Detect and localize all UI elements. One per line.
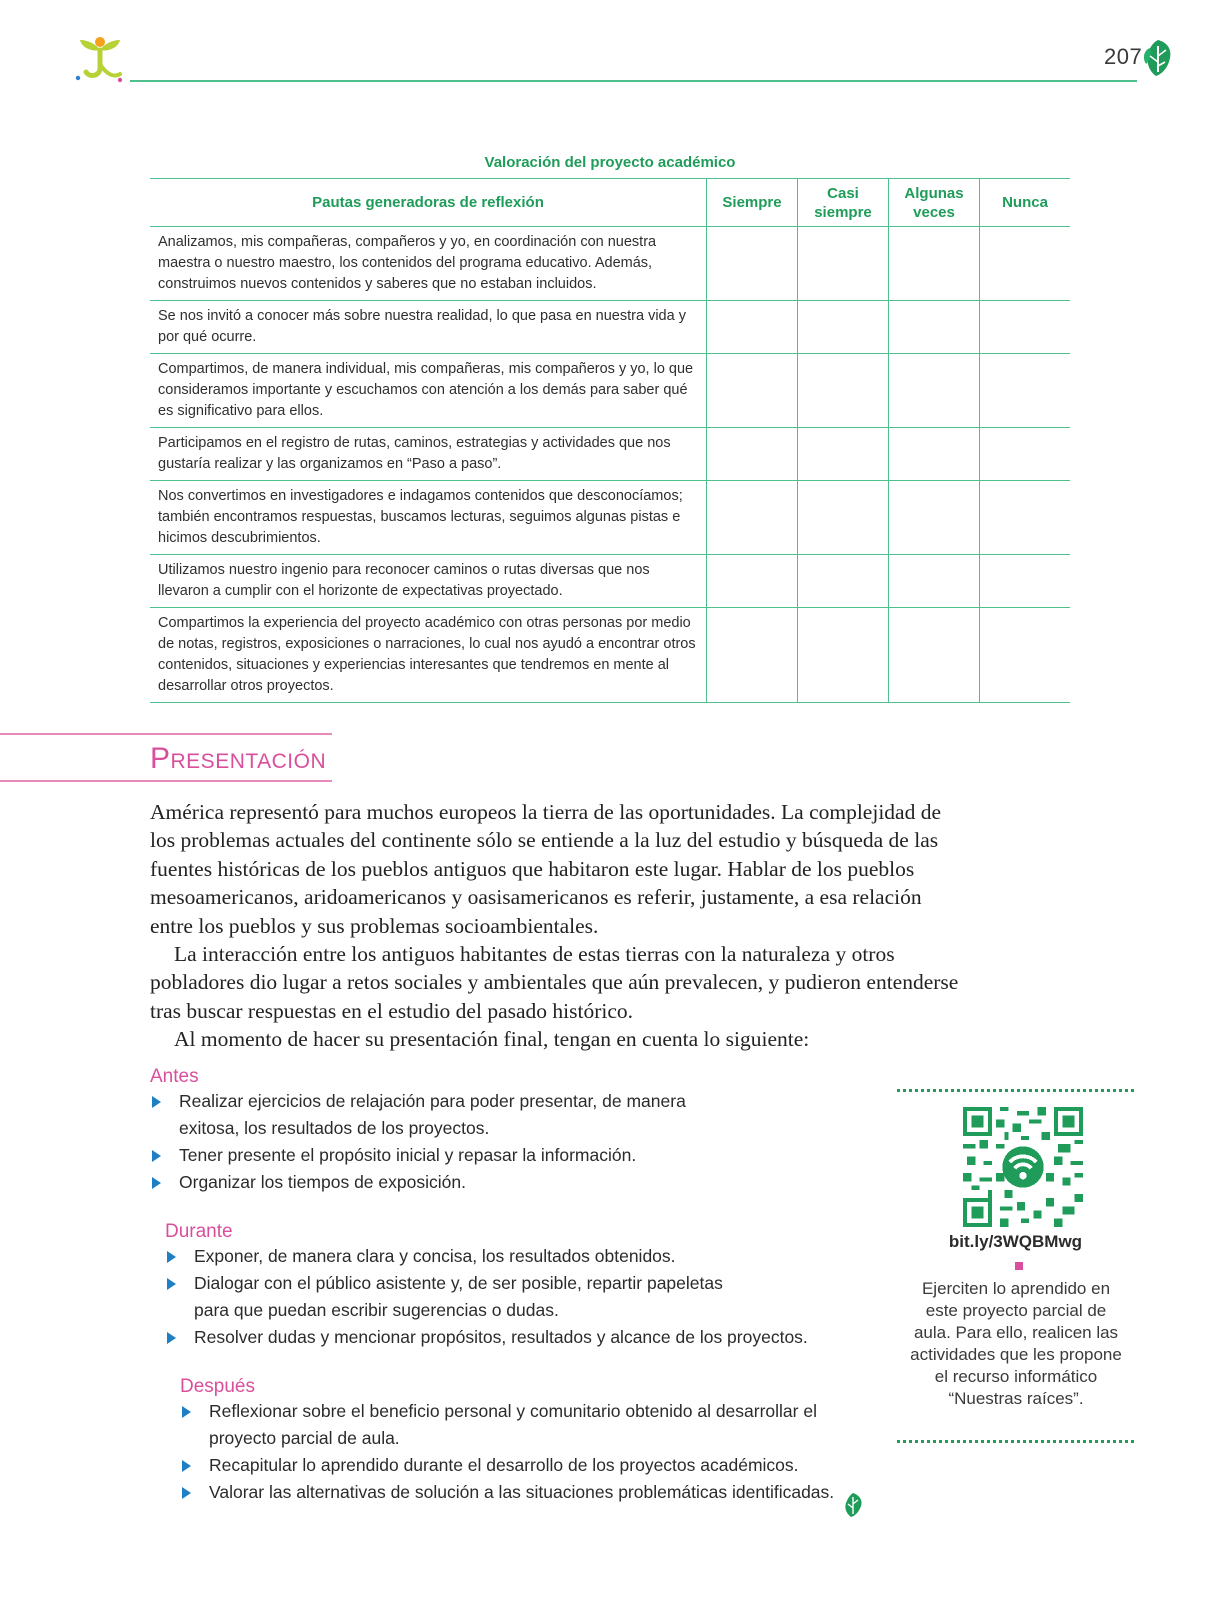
rating-cell-nunca[interactable] — [980, 301, 1071, 354]
table-row — [150, 555, 1070, 608]
body-paragraph: Al momento de hacer su presentación final, tengan en cuenta lo siguiente: — [174, 1027, 810, 1052]
reflection-statement: Participamos en el registro de rutas, caminos, estrategias y actividades que nos gustaría realizar y las organizamos en “Paso a paso”. — [150, 428, 707, 481]
list-item: Resolver dudas y mencionar propósitos, resultados y alcance de los proyectos. — [165, 1324, 835, 1351]
table-row — [150, 301, 1070, 354]
body-paragraph: América representó para muchos europeos la tierra de las oportunidades. La complejidad de los problemas actuales del continente sólo se entiende a la luz del estudio y búsqueda de las fuentes históricas de los pueblos antiguos que habitaron este lugar. Hablar de los pueblos mesoamericanos, aridoamericanos y oasisamericanos es referir, justamente, a esa relación entre los pueblos y sus problemas socioambientales. — [150, 800, 942, 938]
rating-cell-casi-siempre[interactable] — [798, 555, 889, 608]
qr-code-icon[interactable] — [963, 1107, 1083, 1227]
triangle-bullet-icon — [152, 1177, 161, 1189]
list-durante — [165, 1243, 835, 1351]
rating-cell-nunca[interactable] — [980, 555, 1071, 608]
qr-link[interactable]: bit.ly/3WQBMwg — [948, 1232, 1083, 1251]
leaf-cluster-icon — [1140, 38, 1176, 78]
list-item: Organizar los tiempos de exposición. — [150, 1169, 710, 1196]
list-item: Exponer, de manera clara y concisa, los resultados obtenidos. — [165, 1243, 835, 1270]
leaf-end-icon — [841, 1492, 865, 1518]
header-rule — [130, 80, 1137, 82]
column-header-pautas: Pautas generadoras de reflexión — [150, 179, 707, 227]
section-title-antes: Antes — [150, 1066, 199, 1087]
rating-cell-siempre[interactable] — [707, 301, 798, 354]
qr-caption: Ejerciten lo aprendido en este proyecto parcial de aula. Para ello, realicen las actividades que les propone el recurso informático “Nuestras raíces”. — [910, 1279, 1122, 1408]
table-row — [150, 608, 1070, 703]
section-despues — [180, 1376, 850, 1506]
table-row — [150, 227, 1070, 301]
rating-cell-siempre[interactable] — [707, 227, 798, 301]
triangle-bullet-icon — [182, 1460, 191, 1472]
rating-cell-algunas-veces[interactable] — [889, 608, 980, 703]
list-item: Tener presente el propósito inicial y repasar la información. — [150, 1142, 710, 1169]
table-header-row — [150, 179, 1070, 227]
heading-rule-bottom — [0, 780, 332, 782]
sprout-figure-icon — [72, 34, 128, 86]
presentation-body — [150, 798, 960, 1054]
reflection-statement: Nos convertimos en investigadores e indagamos contenidos que desconocíamos; también encontramos respuestas, buscamos lecturas, seguimos algunas pistas e hicimos descubrimientos. — [150, 481, 707, 555]
table-row — [150, 428, 1070, 481]
heading-rule-top — [0, 733, 332, 735]
column-header-nunca: Nunca — [980, 179, 1071, 227]
rating-cell-algunas-veces[interactable] — [889, 555, 980, 608]
list-item: Reflexionar sobre el beneficio personal y comunitario obtenido al desarrollar el proyecto parcial de aula. — [180, 1398, 849, 1452]
body-paragraph: La interacción entre los antiguos habitantes de estas tierras con la naturaleza y otros pobladores dio lugar a retos sociales y ambientales que aún prevalecen, y pudieron entenderse tras buscar respuestas en el estudio del pasado histórico. — [150, 942, 959, 1023]
rating-cell-siempre[interactable] — [707, 428, 798, 481]
reflection-statement: Compartimos, de manera individual, mis compañeras, mis compañeros y yo, lo que consideramos importante y escuchamos con atención a los demás para saber qué es significativo para ellos. — [150, 354, 707, 428]
rating-cell-algunas-veces[interactable] — [889, 481, 980, 555]
list-item: Realizar ejercicios de relajación para poder presentar, de manera exitosa, los resultados de los proyectos. — [150, 1088, 710, 1142]
section-title-despues: Después — [180, 1376, 255, 1397]
rating-cell-algunas-veces[interactable] — [889, 227, 980, 301]
section-antes — [150, 1066, 710, 1196]
section-heading: Presentación — [150, 742, 327, 775]
rating-cell-algunas-veces[interactable] — [889, 428, 980, 481]
table-row — [150, 354, 1070, 428]
list-item: Valorar las alternativas de solución a las situaciones problemáticas identificadas. — [180, 1479, 850, 1506]
reflection-statement: Utilizamos nuestro ingenio para reconocer caminos o rutas diversas que nos llevaron a cumplir con el horizonte de expectativas proyectado. — [150, 555, 707, 608]
rating-cell-nunca[interactable] — [980, 428, 1071, 481]
column-header-casi-siempre: Casi siempre — [798, 179, 889, 227]
reflection-statement: Compartimos la experiencia del proyecto académico con otras personas por medio de notas, registros, exposiciones o narraciones, lo cual nos ayudó a encontrar otros contenidos, situaciones y experiencias interesantes que tendremos en mente al desarrollar otros proyectos. — [150, 608, 707, 703]
qr-box-border-bottom — [897, 1440, 1134, 1443]
triangle-bullet-icon — [152, 1096, 161, 1108]
rating-cell-casi-siempre[interactable] — [798, 227, 889, 301]
list-item: Dialogar con el público asistente y, de ser posible, repartir papeletas para que puedan escribir sugerencias o dudas. — [165, 1270, 754, 1324]
separator-dot — [1015, 1262, 1023, 1270]
rating-cell-algunas-veces[interactable] — [889, 301, 980, 354]
triangle-bullet-icon — [167, 1251, 176, 1263]
triangle-bullet-icon — [152, 1150, 161, 1162]
reflection-statement: Analizamos, mis compañeras, compañeros y yo, en coordinación con nuestra maestra o nuestro maestro, los contenidos del programa educativo. Además, construimos nuevos contenidos y saberes que no estaban incluidos. — [150, 227, 707, 301]
list-item: Recapitular lo aprendido durante el desarrollo de los proyectos académicos. — [180, 1452, 850, 1479]
rating-cell-siempre[interactable] — [707, 481, 798, 555]
rating-cell-nunca[interactable] — [980, 227, 1071, 301]
rating-cell-nunca[interactable] — [980, 481, 1071, 555]
rating-cell-nunca[interactable] — [980, 354, 1071, 428]
reflection-statement: Se nos invitó a conocer más sobre nuestra realidad, lo que pasa en nuestra vida y por qué ocurre. — [150, 301, 707, 354]
triangle-bullet-icon — [167, 1278, 176, 1290]
qr-box-border-top — [897, 1089, 1134, 1092]
rating-cell-siempre[interactable] — [707, 555, 798, 608]
page-number: 207 — [1104, 44, 1143, 69]
section-title-durante: Durante — [165, 1221, 233, 1242]
rating-cell-casi-siempre[interactable] — [798, 428, 889, 481]
rating-cell-algunas-veces[interactable] — [889, 354, 980, 428]
triangle-bullet-icon — [167, 1332, 176, 1344]
triangle-bullet-icon — [182, 1487, 191, 1499]
column-header-algunas-veces: Algunas veces — [889, 179, 980, 227]
rating-cell-casi-siempre[interactable] — [798, 354, 889, 428]
triangle-bullet-icon — [182, 1406, 191, 1418]
evaluation-table — [150, 178, 1070, 703]
section-durante — [165, 1221, 835, 1351]
list-antes — [150, 1088, 710, 1196]
rating-cell-casi-siempre[interactable] — [798, 481, 889, 555]
table-row — [150, 481, 1070, 555]
column-header-siempre: Siempre — [707, 179, 798, 227]
rating-cell-siempre[interactable] — [707, 608, 798, 703]
rating-cell-casi-siempre[interactable] — [798, 608, 889, 703]
table-title: Valoración del proyecto académico — [484, 154, 736, 171]
rating-cell-casi-siempre[interactable] — [798, 301, 889, 354]
rating-cell-siempre[interactable] — [707, 354, 798, 428]
list-despues — [180, 1398, 850, 1506]
rating-cell-nunca[interactable] — [980, 608, 1071, 703]
